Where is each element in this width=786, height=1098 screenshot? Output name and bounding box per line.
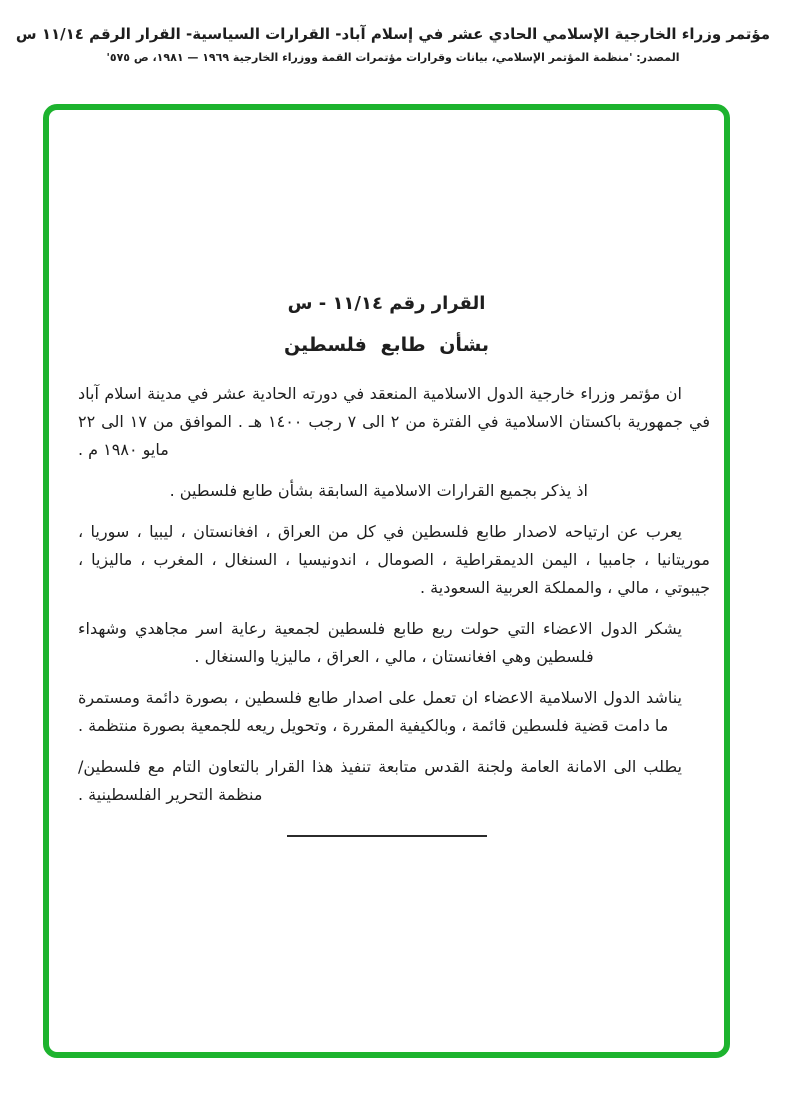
resolution-number-title: القرار رقم ١١/١٤ - س <box>287 293 486 314</box>
green-highlight-frame <box>43 104 730 1058</box>
resolution-body <box>78 380 710 809</box>
resolution-paragraph-appeal: يناشد الدول الاسلامية الاعضاء ان تعمل على اصدار طابع فلسطين ، بصورة دائمة ومستمرة ما دامت قضية فلسطين قائمة ، وبالكيفية المقررة ، وتحويل ريعه للجمعية بصورة منتظمة . <box>78 688 682 735</box>
footnote-divider <box>287 835 487 837</box>
resolution-subject-title: بشأن طابع فلسطين <box>283 334 490 356</box>
resolution-paragraph-recalling: اذ يذكر بجميع القرارات الاسلامية السابقة بشأن طابع فلسطين . <box>169 481 588 500</box>
resolution-paragraph-satisfaction: يعرب عن ارتياحه لاصدار طابع فلسطين في كل من العراق ، افغانستان ، ليبيا ، سوريا ، موريتانيا ، جامبيا ، اليمن الديمقراطية ، الصومال ، اندونيسيا ، السنغال ، المغرب ، ماليزيا ، جيبوتي ، مالي ، والمملكة العربية السعودية . <box>78 522 710 597</box>
resolution-document <box>49 293 724 837</box>
masthead-conference-line: مؤتمر وزراء الخارجية الإسلامي الحادي عشر في إسلام آباد- القرارات السياسية- القرار الرقم ١١/١٤ س <box>15 25 771 43</box>
resolution-paragraph-request: يطلب الى الامانة العامة ولجنة القدس متابعة تنفيذ هذا القرار بالتعاون التام مع فلسطين/منظمة التحرير الفلسطينية . <box>78 757 682 804</box>
resolution-paragraph-thanks: يشكر الدول الاعضاء التي حولت ريع طابع فلسطين لجمعية رعاية اسر مجاهدي وشهداء فلسطين وهي افغانستان ، مالي ، العراق ، ماليزيا والسنغال . <box>78 619 682 666</box>
resolution-paragraph-preamble: ان مؤتمر وزراء خارجية الدول الاسلامية المنعقد في دورته الحادية عشر في مدينة اسلام آباد في جمهورية باكستان الاسلامية في الفترة من ٢ الى ٧ رجب ١٤٠٠ هـ . الموافق من ١٧ الى ٢٢ مايو ١٩٨٠ م . <box>78 384 710 459</box>
masthead-source-line: المصدر: 'منظمة المؤتمر الإسلامي، بيانات وقرارات مؤتمرات القمة ووزراء الخارجية ١٩٦٩ — ١٩٨١، ص ٥٧٥' <box>106 51 680 64</box>
masthead <box>0 24 786 65</box>
